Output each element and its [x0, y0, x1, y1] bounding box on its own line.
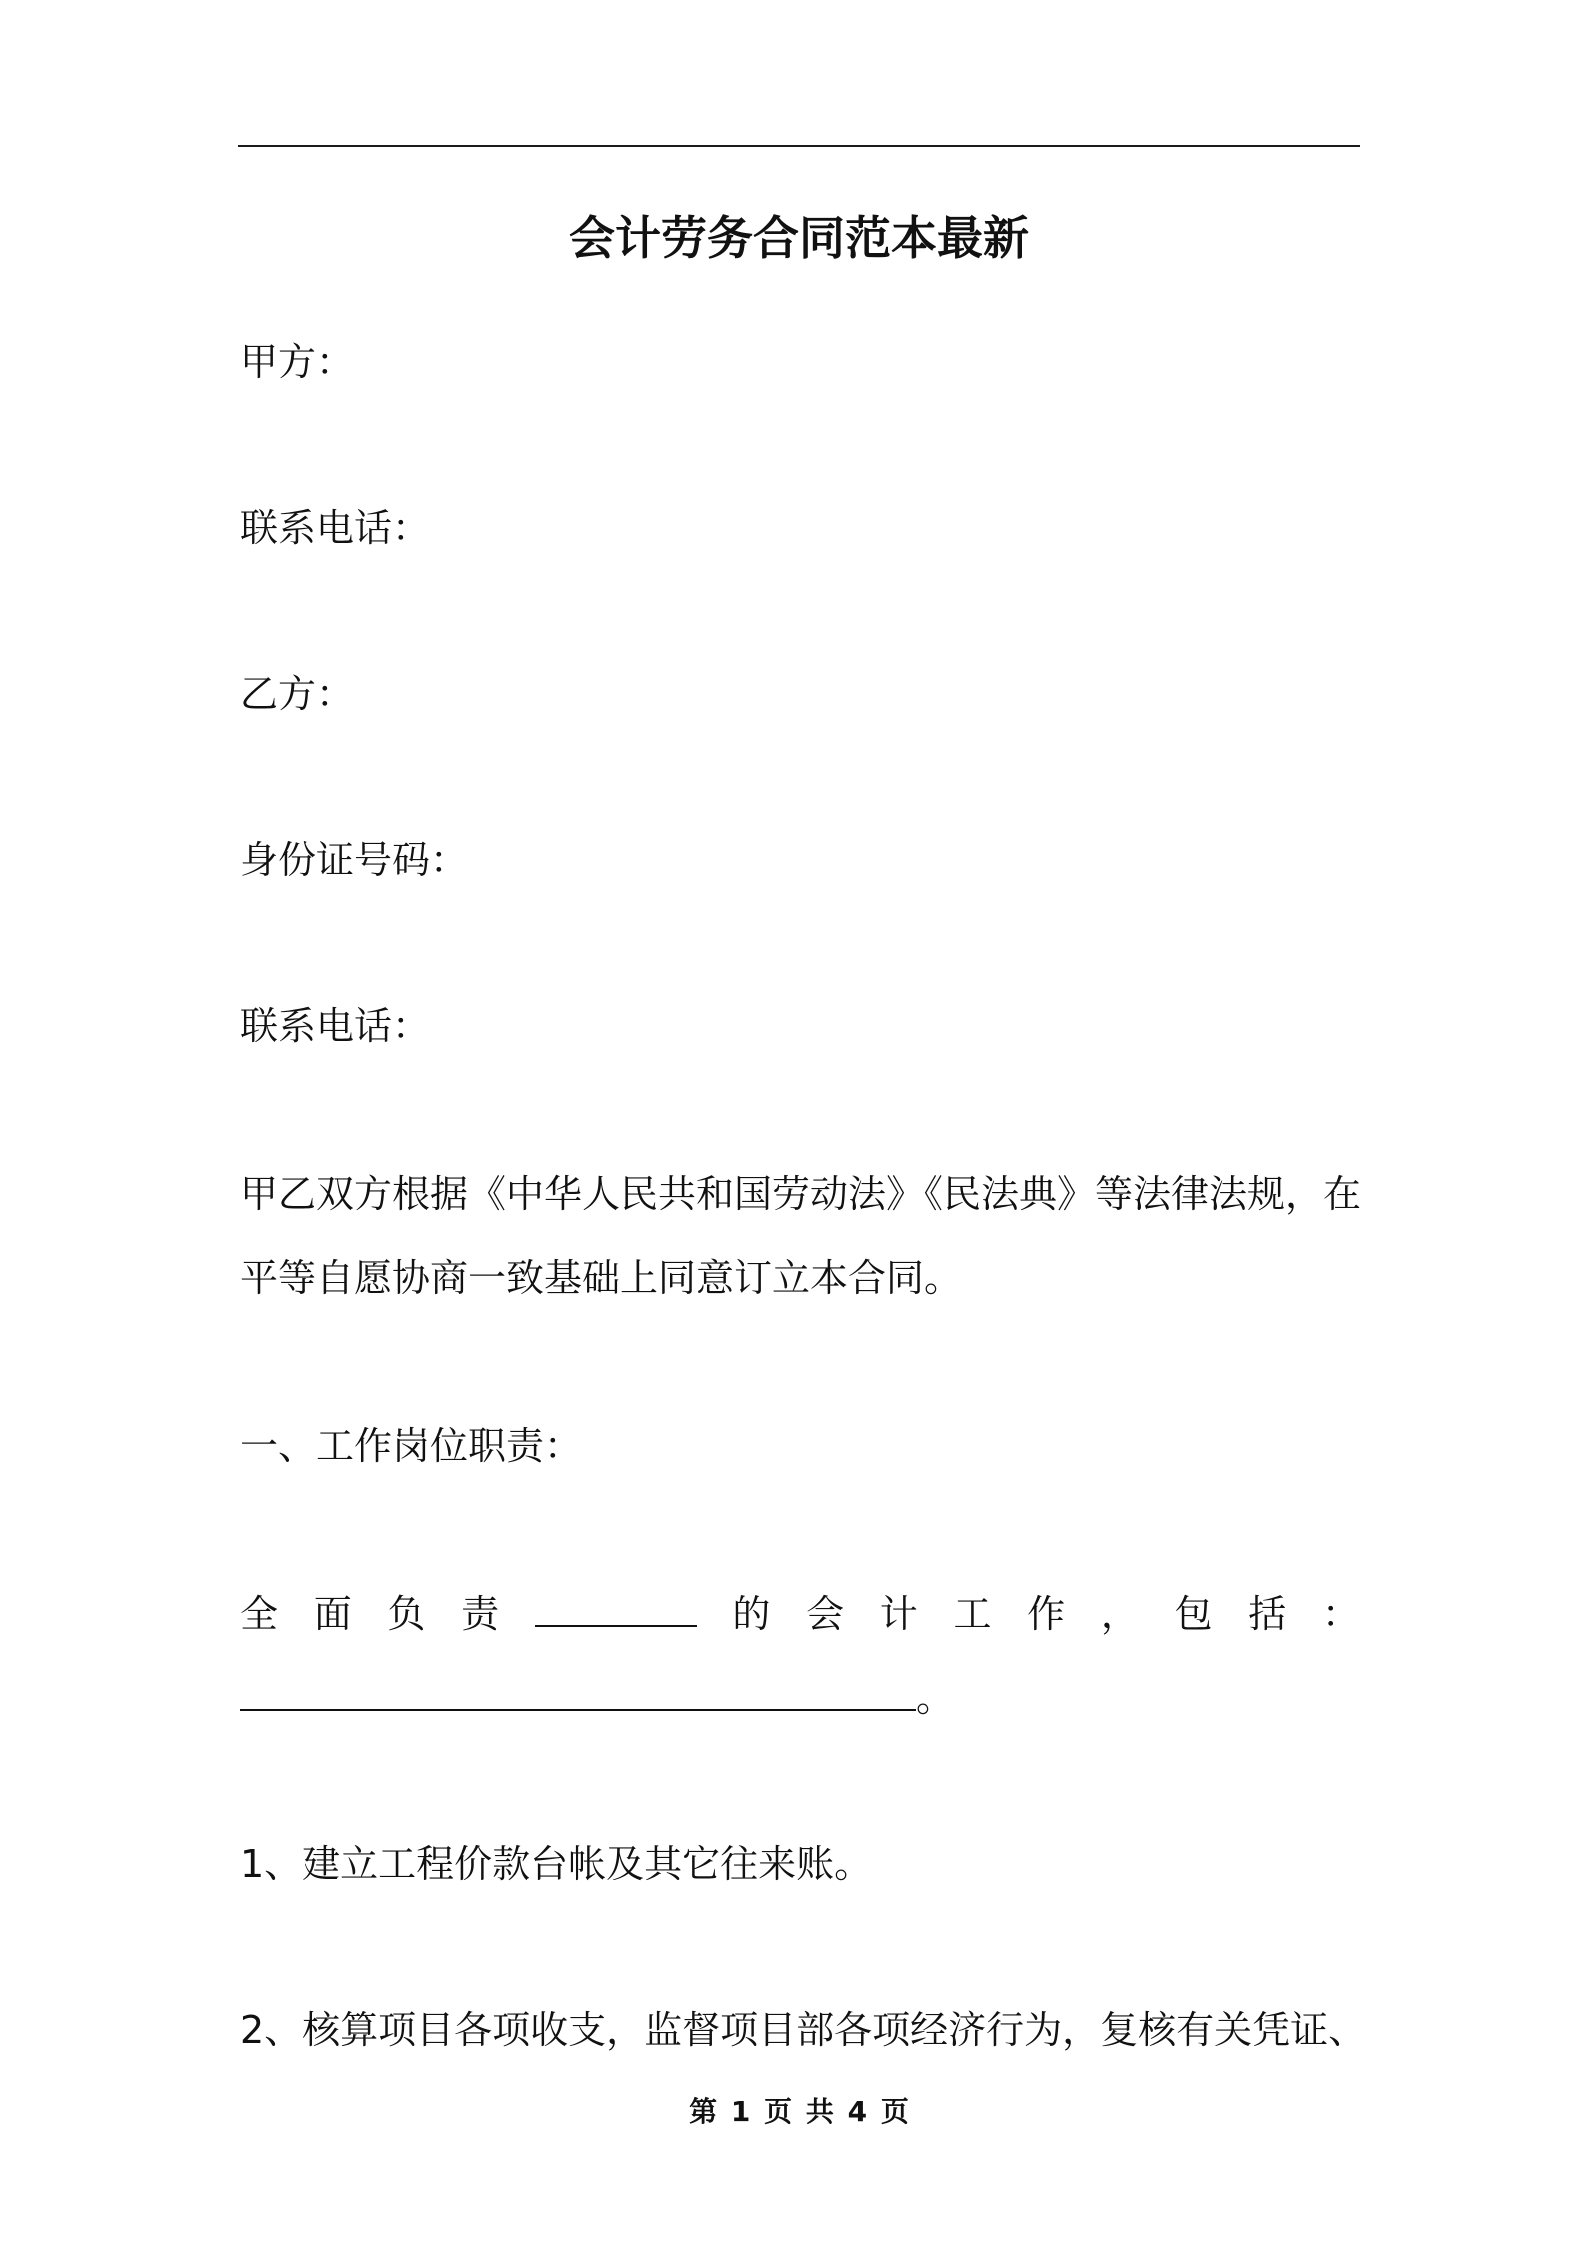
- duty-char: ，: [1100, 1592, 1139, 1636]
- duty-item-2: 2、核算项目各项收支，监督项目部各项经济行为，复核有关凭证、: [240, 2008, 1367, 2052]
- duty-line-2-end: 。: [916, 1676, 955, 1720]
- party-b-id-label: 身份证号码：: [240, 838, 469, 882]
- duty-paragraph: [240, 1572, 1360, 1740]
- intro-line-2: 平等自愿协商一致基础上同意订立本合同。: [240, 1256, 963, 1300]
- duty-line-2: [240, 1656, 1360, 1740]
- intro-line-1: 甲乙双方根据《中华人民共和国劳动法》《民法典》等法律法规，在: [240, 1172, 1362, 1216]
- duty-char: 负: [387, 1592, 426, 1636]
- fill-blank-short: [535, 1585, 697, 1627]
- duty-char: 括: [1248, 1592, 1287, 1636]
- duty-char: 责: [461, 1592, 500, 1636]
- fill-blank-long: [240, 1669, 916, 1711]
- duty-char: 全: [240, 1592, 279, 1636]
- party-a-phone-label: 联系电话：: [240, 506, 431, 550]
- duty-char: 作: [1027, 1592, 1066, 1636]
- page-number-footer: 第 1 页 共 4 页: [689, 2095, 909, 2128]
- duty-char: 面: [313, 1592, 352, 1636]
- duty-line-1: [240, 1572, 1360, 1656]
- party-a-label: 甲方：: [240, 340, 355, 384]
- duty-char: 会: [806, 1592, 845, 1636]
- duty-char: 工: [953, 1592, 992, 1636]
- section-1-heading: 一、工作岗位职责：: [240, 1424, 583, 1468]
- party-b-label: 乙方：: [240, 672, 355, 716]
- document-title: 会计劳务合同范本最新: [569, 211, 1029, 265]
- duty-item-1: 1、建立工程价款台帐及其它往来账。: [240, 1842, 873, 1886]
- intro-paragraph: [240, 1152, 1360, 1320]
- header-rule: [238, 145, 1360, 147]
- duty-char: ：: [1321, 1592, 1360, 1636]
- duty-char: 的: [732, 1592, 771, 1636]
- duty-char: 包: [1174, 1592, 1213, 1636]
- duty-char: 计: [879, 1592, 918, 1636]
- party-b-phone-label: 联系电话：: [240, 1004, 431, 1048]
